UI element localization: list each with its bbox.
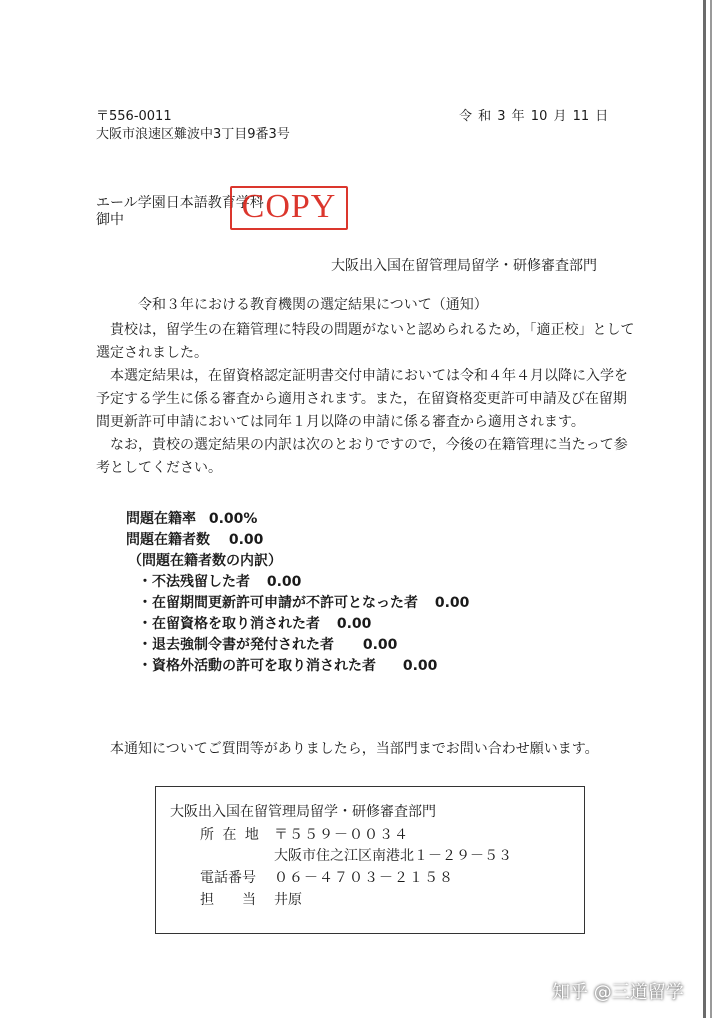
contact-address-label: 所 在 地 [200,827,261,843]
problem-count [126,531,263,549]
breakdown-item-label: ・退去強制令書が発付された者 [138,637,334,653]
contact-staff-label: 担 当 [200,892,256,908]
problem-count-value: 0.00 [228,532,264,548]
issuer-name: 大阪出入国在留管理局留学・研修審査部門 [331,258,597,274]
watermark-text: 知乎 @三道留学 [552,982,684,1003]
breakdown-item [138,573,301,591]
contact-postal: 〒５５９－００３４ [274,827,409,843]
notice-subject: 令和３年における教育機関の選定結果について（通知） [138,297,488,313]
breakdown-item-label: ・資格外活動の許可を取り消された者 [138,658,376,674]
breakdown-item-label: ・在留資格を取り消された者 [138,616,320,632]
copy-stamp: COPY [230,186,348,230]
problem-rate-value: 0.00% [208,511,258,527]
breakdown-item [138,636,397,654]
breakdown-item [138,615,371,633]
breakdown-item-value: 0.00 [336,616,372,632]
breakdown-title: （問題在籍者数の内訳） [128,553,282,569]
breakdown-item-label: ・在留期間更新許可申請が不許可となった者 [138,595,418,611]
page-edge-line [710,0,712,1018]
recipient-honorific: 御中 [96,212,124,228]
problem-count-label: 問題在籍者数 [126,532,210,548]
problem-rate [126,510,257,528]
breakdown-item-value: 0.00 [402,658,438,674]
postal-code: 〒556-0011 [96,109,172,124]
sender-address: 大阪市浪速区難波中3丁目9番3号 [96,127,290,142]
breakdown-item-value: 0.00 [266,574,302,590]
paragraph-1: 貴校は，留学生の在籍管理に特段の問題がないと認められるため，「適正校」として選定されました。 [96,322,635,361]
paragraph-3: なお，貴校の選定結果の内訳は次のとおりですので，今後の在籍管理に当たって参考としてください。 [96,437,628,476]
recipient-school: エール学園日本語教育学科 [96,195,264,211]
page-edge-shadow [703,0,706,1018]
breakdown-item-value: 0.00 [434,595,470,611]
contact-staff: 井原 [274,892,302,908]
contact-phone: ０６－４７０３－２１５８ [274,870,454,886]
document-date: 令 和 3 年 10 月 11 日 [459,109,609,124]
problem-rate-label: 問題在籍率 [126,511,196,527]
closing-note: 本通知についてご質問等がありましたら，当部門までお問い合わせ願います。 [110,741,599,757]
contact-department: 大阪出入国在留管理局留学・研修審査部門 [170,804,436,820]
contact-phone-label: 電話番号 [200,870,256,886]
breakdown-item [138,594,469,612]
breakdown-item-label: ・不法残留した者 [138,574,250,590]
contact-box [155,786,585,934]
contact-address: 大阪市住之江区南港北１－２９－５３ [274,848,512,864]
breakdown-item-value: 0.00 [362,637,398,653]
paragraph-2: 本選定結果は，在留資格認定証明書交付申請においては令和４年４月以降に入学を予定する学生に係る審査から適用されます。また，在留資格変更許可申請及び在留期間更新許可申請においては同年１月以降の申請に係る審査から適用されます。 [96,368,628,430]
breakdown-item [138,657,437,675]
